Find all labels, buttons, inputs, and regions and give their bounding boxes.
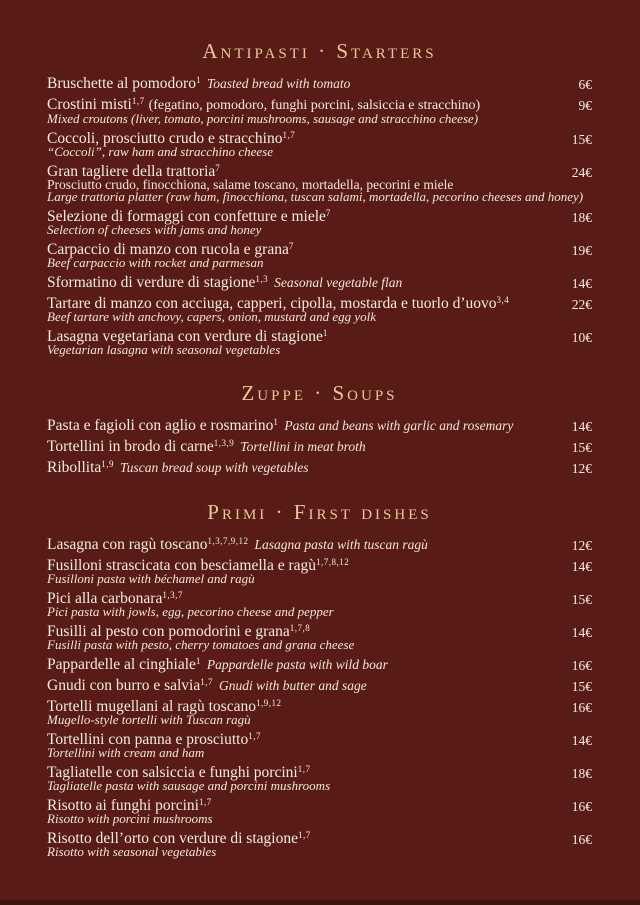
dish-translation: “Coccoli”, raw ham and stracchino cheese (47, 144, 274, 159)
dish-text (47, 276, 550, 290)
dish-name: Pasta e fagioli con aglio e rosmarino (47, 417, 274, 434)
dish-translation: Pici pasta with jowls, egg, pecorino cheese and pepper (47, 604, 334, 619)
dish-sublines (47, 177, 584, 204)
menu-section (47, 501, 592, 858)
dish-name: Coccoli, prosciutto crudo e stracchino (47, 130, 283, 147)
menu-item (47, 733, 592, 759)
allergen-superscript: 1,7 (297, 830, 311, 840)
dish-text (47, 679, 550, 693)
allergen-superscript: 1,7 (198, 797, 212, 807)
dish-sublines (47, 113, 550, 125)
dish-translation: Mixed croutons (liver, tomato, porcini mushrooms, sausage and stracchino cheese) (47, 111, 479, 126)
dish-sublines (47, 573, 550, 585)
dish-text (47, 210, 550, 236)
dish-text (47, 98, 550, 125)
allergen-superscript: 1 (195, 75, 201, 85)
dish-name: Selezione di formaggi con confetture e miele (47, 208, 326, 225)
menu-item (47, 132, 592, 158)
dish-price: 15€ (571, 592, 592, 607)
menu-item (47, 625, 592, 651)
dish-line (47, 679, 550, 693)
dish-translation: Large trattoria platter (raw ham, finocchiona, tuscan salami, mortadella, pecorino cheeses and honey) (47, 189, 584, 204)
dish-text (47, 592, 550, 618)
dish-text (47, 766, 550, 792)
dish-translation-inline: Gnudi with butter and sage (219, 678, 367, 693)
dish-price: 18€ (571, 210, 592, 225)
dish-price: 9€ (578, 98, 592, 113)
menu-item (47, 799, 592, 825)
dish-sublines (47, 146, 550, 158)
dish-text (47, 658, 550, 672)
dish-line (47, 77, 550, 91)
menu-item (47, 165, 592, 203)
dish-translation: Tortellini with cream and ham (47, 745, 205, 760)
dish-name: Crostini misti (47, 96, 132, 113)
dish-text (47, 733, 550, 759)
dish-sublines (47, 714, 550, 726)
dish-line (47, 538, 550, 552)
allergen-superscript: 1,3,9 (213, 438, 235, 448)
dish-line (47, 276, 550, 290)
menu-item (47, 700, 592, 726)
allergen-superscript: 1,9,12 (255, 698, 282, 708)
dish-translation: Selection of cheeses with jams and honey (47, 222, 262, 237)
dish-text (47, 132, 550, 158)
menu-item (47, 98, 592, 125)
dish-price: 14€ (571, 625, 592, 640)
menu-item (47, 461, 592, 475)
dish-text (47, 440, 550, 454)
dish-translation: Risotto with seasonal vegetables (47, 844, 217, 859)
allergen-superscript: 1 (322, 328, 328, 338)
dish-translation: Beef tartare with anchovy, capers, onion, mustard and egg yolk (47, 309, 377, 324)
section-items (47, 419, 592, 475)
allergen-superscript: 1,3,7 (162, 590, 183, 600)
allergen-superscript: 7 (325, 208, 331, 218)
allergen-superscript: 1,7 (248, 731, 261, 741)
dish-sublines (47, 846, 550, 858)
dish-name: Risotto dell’orto con verdure di stagione (47, 830, 298, 847)
allergen-superscript: 1,7 (200, 677, 213, 687)
dish-translation: Vegetarian lasagna with seasonal vegetables (47, 342, 281, 357)
dish-text (47, 419, 550, 433)
section-title: Zuppe · Soups (241, 381, 398, 405)
allergen-superscript: 1,7 (297, 764, 311, 774)
section-title: Antipasti · Starters (202, 39, 437, 63)
dish-price: 15€ (571, 679, 592, 694)
dish-sublines (47, 257, 550, 269)
dish-text (47, 538, 550, 552)
menu-item (47, 658, 592, 672)
menu-section (47, 382, 592, 475)
dish-translation-inline: Tuscan bread soup with vegetables (120, 460, 309, 475)
dish-line (47, 419, 550, 433)
menu-item (47, 77, 592, 91)
dish-name: Bruschette al pomodoro (47, 75, 196, 92)
allergen-superscript: 1,7,8 (289, 623, 311, 633)
menu-item (47, 679, 592, 693)
dish-price: 24€ (571, 165, 592, 180)
dish-line (47, 461, 550, 475)
dish-detail: (fegatino, pomodoro, funghi porcini, salsiccia e stracchino) (148, 98, 481, 113)
dish-price: 19€ (571, 243, 592, 258)
dish-name: Tagliatelle con salsiccia e funghi porcini (47, 764, 298, 781)
dish-text (47, 330, 550, 356)
dish-line (47, 440, 550, 454)
menu-item (47, 559, 592, 585)
menu-item (47, 832, 592, 858)
allergen-superscript: 1,7 (282, 130, 296, 140)
dish-price: 15€ (571, 132, 592, 147)
section-items (47, 77, 592, 356)
dish-sublines (47, 780, 550, 792)
menu-item (47, 419, 592, 433)
menu-item (47, 440, 592, 454)
dish-text (47, 243, 550, 269)
dish-name: Tortellini con panna e prosciutto (47, 731, 249, 748)
dish-name: Risotto ai funghi porcini (47, 797, 199, 814)
menu-item (47, 330, 592, 356)
dish-sublines (47, 606, 550, 618)
dish-price: 14€ (571, 559, 592, 574)
dish-name: Pappardelle al cinghiale (47, 656, 196, 673)
dish-text (47, 559, 550, 585)
menu-item (47, 297, 592, 323)
dish-text (47, 625, 550, 651)
dish-price: 12€ (571, 461, 592, 476)
dish-price: 14€ (571, 419, 592, 434)
dish-translation-inline: Tortellini in meat broth (240, 439, 366, 454)
dish-price: 18€ (571, 766, 592, 781)
dish-name: Tortellini in brodo di carne (47, 438, 214, 455)
dish-price: 16€ (571, 832, 592, 847)
dish-price: 14€ (571, 733, 592, 748)
menu-item (47, 538, 592, 552)
dish-text (47, 461, 550, 475)
allergen-superscript: 7 (288, 241, 294, 251)
menu-item (47, 766, 592, 792)
dish-price: 10€ (571, 330, 592, 345)
allergen-superscript: 1 (195, 656, 201, 666)
dish-price: 16€ (571, 700, 592, 715)
dish-translation: Fusilloni pasta with béchamel and ragù (47, 571, 255, 586)
dish-price: 12€ (571, 538, 592, 553)
dish-text (47, 77, 550, 91)
dish-translation-inline: Seasonal vegetable flan (274, 275, 403, 290)
dish-name: Lasagna vegetariana con verdure di stagione (47, 328, 323, 345)
menu-sections (47, 40, 592, 858)
dish-name: Sformatino di verdure di stagione (47, 274, 256, 291)
dish-name: Fusilloni strascicata con besciamella e ragù (47, 557, 317, 574)
dish-translation-inline: Pasta and beans with garlic and rosemary (284, 418, 514, 433)
dish-sublines (47, 311, 550, 323)
dish-description: Prosciutto crudo, finocchiona, salame toscano, mortadella, pecorini e miele (47, 177, 454, 192)
dish-translation: Fusilli pasta with pesto, cherry tomatoes and grana cheese (47, 637, 355, 652)
allergen-superscript: 1,7,8,12 (316, 557, 350, 567)
dish-sublines (47, 639, 550, 651)
allergen-superscript: 7 (215, 163, 221, 173)
allergen-superscript: 1,9 (101, 459, 114, 469)
dish-price: 6€ (578, 77, 592, 92)
allergen-superscript: 3,4 (496, 295, 510, 305)
menu-item (47, 210, 592, 236)
menu-item (47, 243, 592, 269)
allergen-superscript: 1,7 (131, 96, 145, 106)
dish-text (47, 297, 550, 323)
menu-item (47, 592, 592, 618)
dish-name: Pici alla carbonara (47, 590, 163, 607)
dish-sublines (47, 747, 550, 759)
dish-sublines (47, 813, 550, 825)
dish-text (47, 700, 550, 726)
menu-section (47, 40, 592, 356)
dish-text (47, 799, 550, 825)
dish-name: Fusilli al pesto con pomodorini e grana (47, 623, 290, 640)
dish-name: Tartare di manzo con acciuga, capperi, cipolla, mostarda e tuorlo d’uovo (47, 295, 497, 312)
dish-price: 15€ (571, 440, 592, 455)
dish-price: 16€ (571, 658, 592, 673)
section-title: Primi · First dishes (207, 500, 432, 524)
dish-translation-inline: Lasagna pasta with tuscan ragù (254, 537, 428, 552)
dish-sublines (47, 344, 550, 356)
dish-price: 16€ (571, 799, 592, 814)
dish-name: Carpaccio di manzo con rucola e grana (47, 241, 289, 258)
section-items (47, 538, 592, 858)
dish-line (47, 658, 550, 672)
dish-name: Ribollita (47, 459, 102, 476)
dish-translation: Risotto with porcini mushrooms (47, 811, 213, 826)
dish-translation: Beef carpaccio with rocket and parmesan (47, 255, 264, 270)
dish-name: Gnudi con burro e salvia (47, 677, 201, 694)
dish-translation-inline: Pappardelle pasta with wild boar (206, 657, 388, 672)
page-bottom-edge (0, 900, 640, 905)
dish-translation: Tagliatelle pasta with sausage and porcini mushrooms (47, 778, 331, 793)
dish-name: Tortelli mugellani al ragù toscano (47, 698, 256, 715)
dish-price: 14€ (571, 276, 592, 291)
allergen-superscript: 1,3,7,9,12 (207, 536, 249, 546)
dish-text (47, 832, 550, 858)
allergen-superscript: 1 (273, 417, 279, 427)
dish-translation: Mugello-style tortelli with Tuscan ragù (47, 712, 251, 727)
dish-translation-inline: Toasted bread with tomato (206, 76, 351, 91)
dish-name: Lasagna con ragù toscano (47, 536, 208, 553)
dish-name: Gran tagliere della trattoria (47, 163, 216, 180)
dish-sublines (47, 224, 550, 236)
allergen-superscript: 1,3 (255, 274, 269, 284)
menu-item (47, 276, 592, 290)
dish-price: 22€ (571, 297, 592, 312)
